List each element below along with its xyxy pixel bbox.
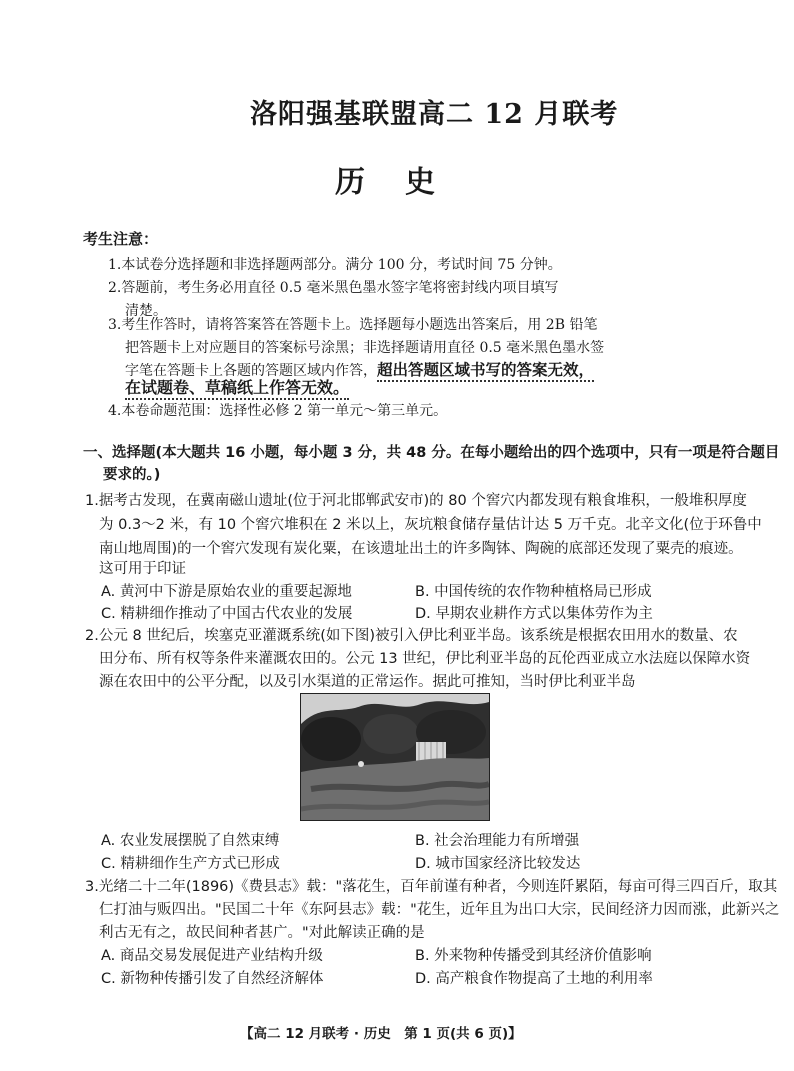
q3-line-1: 3.光绪二十二年(1896)《费县志》载："落花生，百年前谨有种者，今则连阡累陌，每亩可得三四百斤，取其 [85, 879, 778, 895]
page-footer: 【高二 12 月联考 · 历史 第 1 页(共 6 页)】 [240, 1026, 522, 1042]
section-heading-line-1: 一、选择题(本大题共 16 小题，每小题 3 分，共 48 分。在每小题给出的四个选项中，只有一项是符合题目 [83, 445, 780, 461]
notice-emphasis-2: 在试题卷、草稿纸上作答无效。 [125, 378, 349, 400]
q3-option-d[interactable]: D. 高产粮食作物提高了土地的利用率 [415, 971, 653, 987]
q3-line-2: 仁打油与贩四出。"民国二十年《东阿县志》载："花生，近年且为出口大宗，民间经济力因而涨，此新兴之 [99, 902, 780, 918]
q1-option-b[interactable]: B. 中国传统的农作物种植格局已形成 [415, 584, 652, 600]
q3-option-c[interactable]: C. 新物种传播引发了自然经济解体 [101, 971, 324, 987]
irrigation-system-photo [300, 693, 490, 821]
q2-line-1: 2.公元 8 世纪后，埃塞克亚灌溉系统(如下图)被引入伊比利亚半岛。该系统是根据农田用水的数量、农 [85, 628, 738, 644]
q3-option-a[interactable]: A. 商品交易发展促进产业结构升级 [101, 948, 323, 964]
q2-option-b[interactable]: B. 社会治理能力有所增强 [415, 833, 580, 849]
q1-line-1: 1.据考古发现，在冀南磁山遗址(位于河北邯郸武安市)的 80 个窖穴内都发现有粮食堆积，一般堆积厚度 [85, 493, 747, 509]
notice-line-5: 把答题卡上对应题目的答案标号涂黑；非选择题请用直径 0.5 毫米黑色墨水签 [125, 340, 605, 356]
section-heading-line-2: 要求的。) [103, 467, 161, 483]
q1-option-a[interactable]: A. 黄河中下游是原始农业的重要起源地 [101, 584, 352, 600]
exam-title: 洛阳强基联盟高二 12 月联考 [250, 99, 619, 130]
notice-line-3: 清楚。 [125, 303, 167, 319]
q2-line-3: 源在农田中的公平分配，以及引水渠道的正常运作。据此可推知，当时伊比利亚半岛 [99, 674, 636, 690]
notice-line-8: 4.本卷命题范围：选择性必修 2 第一单元～第三单元。 [108, 403, 448, 419]
q1-option-c[interactable]: C. 精耕细作推动了中国古代农业的发展 [101, 606, 353, 622]
notice-heading: 考生注意： [83, 230, 159, 248]
q2-option-a[interactable]: A. 农业发展摆脱了自然束缚 [101, 833, 280, 849]
notice-line-4: 3.考生作答时，请将答案答在答题卡上。选择题每小题选出答案后，用 2B 铅笔 [108, 317, 598, 333]
subject-title: 历史 [335, 165, 475, 200]
irrigation-photo-drawing [301, 694, 489, 820]
notice-line-1: 1.本试卷分选择题和非选择题两部分。满分 100 分，考试时间 75 分钟。 [108, 257, 562, 273]
q3-line-3: 利古无有之，故民间种者甚广。"对此解读正确的是 [99, 925, 425, 941]
notice-line-7 [125, 375, 349, 398]
notice-line-2: 2.答题前，考生务必用直径 0.5 毫米黑色墨水签字笔将密封线内项目填写 [108, 280, 559, 296]
q1-line-4: 这可用于印证 [99, 561, 186, 577]
notice-emphasis-1: 超出答题区域书写的答案无效， [377, 361, 594, 382]
q2-option-c[interactable]: C. 精耕细作生产方式已形成 [101, 856, 280, 872]
q1-option-d[interactable]: D. 早期农业耕作方式以集体劳作为主 [415, 606, 653, 622]
q3-option-b[interactable]: B. 外来物种传播受到其经济价值影响 [415, 948, 652, 964]
q2-line-2: 田分布、所有权等条件来灌溉农田的。公元 13 世纪，伊比利亚半岛的瓦伦西亚成立水法庭以保障水资 [99, 651, 751, 667]
q1-line-3: 南山地周围)的一个窖穴发现有炭化粟，在该遗址出土的许多陶钵、陶碗的底部还发现了粟壳的痕迹。 [99, 541, 743, 557]
q2-option-d[interactable]: D. 城市国家经济比较发达 [415, 856, 581, 872]
notice-line-6-text: 字笔在答题卡上各题的答题区域内作答， [125, 363, 377, 379]
q1-line-2: 为 0.3～2 米，有 10 个窖穴堆积在 2 米以上，灰坑粮食储存量估计达 5 万千克。北辛文化(位于环鲁中 [99, 517, 762, 533]
